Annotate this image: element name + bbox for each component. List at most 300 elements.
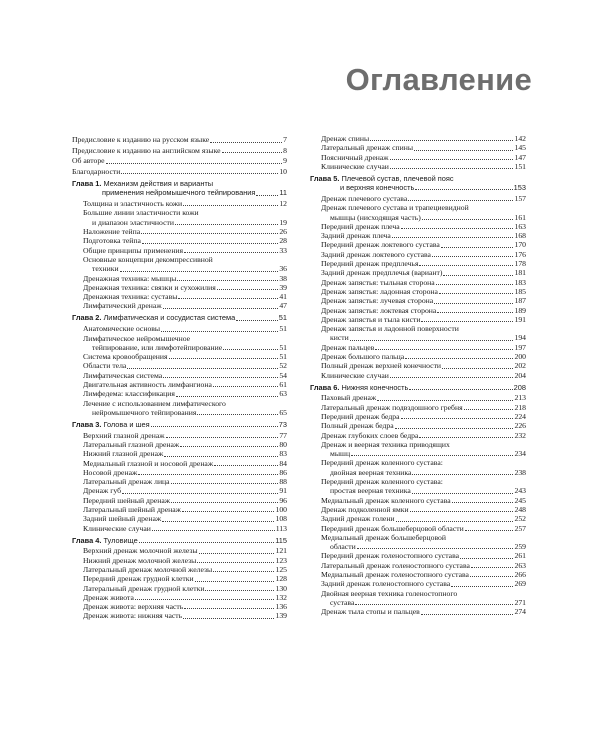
- toc-entry-text: Верхний глазной дренаж: [83, 430, 165, 440]
- toc-entry-line: [83, 468, 287, 477]
- toc-entry-text: сустава: [330, 597, 355, 607]
- dot-leader: [465, 530, 514, 531]
- toc-section-entry: [310, 561, 526, 570]
- toc-entry-text: Клинические случаи: [321, 370, 389, 380]
- dot-leader: [375, 349, 513, 350]
- page-number: 224: [514, 411, 526, 421]
- toc-entry-line: [83, 524, 287, 533]
- toc-section-entry: [72, 468, 287, 477]
- page-number: 33: [279, 245, 287, 255]
- toc-entry-line: [83, 292, 287, 301]
- dot-leader: [127, 368, 278, 369]
- toc-entry-continuation: [83, 343, 287, 352]
- toc-section-entry: [310, 343, 526, 352]
- toc-section-entry: [310, 551, 526, 560]
- page-number: 168: [514, 231, 526, 241]
- toc-entry-text: Задний дренаж голеностопного сустава: [321, 579, 451, 589]
- toc-section-entry: [310, 403, 526, 412]
- dot-leader: [432, 256, 513, 257]
- toc-entry-text: Дренаж запястья: локтевая сторона: [321, 305, 437, 315]
- toc-entry-text: Лечение с использованием лимфатического: [83, 398, 226, 408]
- toc-entry-text: техники: [92, 264, 119, 274]
- toc-entry-text: Толщина и эластичность кожи: [83, 199, 183, 209]
- dot-leader: [419, 265, 513, 266]
- toc-section-entry: [310, 324, 526, 343]
- dot-leader: [151, 426, 278, 427]
- toc-section-entry: [72, 477, 287, 486]
- page-number: 115: [275, 535, 287, 545]
- page-number: 28: [279, 236, 287, 246]
- toc-entry-line: [72, 536, 287, 545]
- dot-leader: [142, 243, 278, 244]
- toc-entry-line: [340, 183, 526, 192]
- page-number: 257: [514, 523, 526, 533]
- toc-entry-line: [83, 574, 287, 583]
- page-number: 181: [514, 268, 526, 278]
- dot-leader: [439, 293, 514, 294]
- dot-leader: [401, 228, 514, 229]
- dot-leader: [390, 159, 514, 160]
- toc-section-entry: [72, 283, 287, 292]
- toc-entry-line: [321, 352, 526, 361]
- toc-section-entry: [72, 334, 287, 353]
- toc-entry-text: Передний дренаж плеча: [321, 221, 400, 231]
- page-number: 234: [514, 449, 526, 459]
- toc-section-entry: [72, 361, 287, 370]
- page-number: 136: [275, 602, 287, 612]
- toc-section-entry: [310, 496, 526, 505]
- toc-right-column: [310, 134, 526, 617]
- toc-entry-text: Передний дренаж коленного сустава:: [321, 477, 443, 487]
- toc-entry-text: применения нейромышечного тейпирования: [102, 188, 256, 198]
- toc-entry-line: [92, 408, 287, 417]
- toc-entry-continuation: [321, 449, 526, 458]
- toc-entry-text: Передний дренаж локтевого сустава: [321, 240, 440, 250]
- toc-entry-text: Дренаж пальцев: [321, 342, 375, 352]
- toc-entry-text: Задний дренаж голени: [321, 514, 395, 524]
- page-number: 204: [514, 370, 526, 380]
- toc-entry-line: [83, 246, 287, 255]
- toc-section-entry: [310, 222, 526, 231]
- dot-leader: [415, 189, 512, 190]
- page-number: 51: [279, 352, 287, 362]
- toc-section-entry: [310, 393, 526, 402]
- page-number: 151: [514, 161, 526, 171]
- dot-leader: [183, 618, 274, 619]
- dot-leader: [256, 195, 278, 196]
- toc-entry-line: [83, 236, 287, 245]
- toc-entry-line: [321, 393, 526, 402]
- dot-leader: [184, 252, 278, 253]
- dot-leader: [106, 163, 283, 164]
- page-number: 197: [514, 342, 526, 352]
- page-number: 266: [514, 570, 526, 580]
- toc-entry-text: мышцы (нисходящая часть): [330, 212, 421, 222]
- dot-leader: [390, 168, 514, 169]
- toc-entry-line: [321, 231, 526, 240]
- dot-leader: [163, 308, 279, 309]
- toc-chapter-heading: [310, 383, 526, 392]
- page-number: 38: [279, 273, 287, 283]
- toc-entry-line: [83, 602, 287, 611]
- toc-entry-text: Глава 2. Лимфатическая и сосудистая система: [72, 313, 236, 323]
- toc-entry-line: [330, 542, 526, 551]
- dot-leader: [161, 331, 278, 332]
- toc-section-entry: [72, 246, 287, 255]
- toc-front-entry: [72, 167, 287, 176]
- toc-entry-text: Дренажная техника: мышцы: [83, 273, 177, 283]
- toc-section-entry: [72, 227, 287, 236]
- toc-entry-text: Дренаж спины: [321, 134, 370, 143]
- page-number: 84: [279, 458, 287, 468]
- toc-entry-line: [330, 598, 526, 607]
- toc-entry-line: [83, 380, 287, 389]
- toc-entry-line: [72, 135, 287, 144]
- toc-section-entry: [310, 287, 526, 296]
- toc-section-entry: [72, 371, 287, 380]
- chapter-label: Глава 2.: [72, 313, 102, 323]
- toc-entry-text: простая веерная техника: [330, 486, 411, 496]
- toc-entry-text: Клинические случаи: [321, 161, 389, 171]
- toc-entry-text: Полный дренаж бедра: [321, 421, 394, 431]
- toc-entry-line: [72, 146, 287, 155]
- toc-section-entry: [72, 556, 287, 565]
- toc-section-entry: [310, 477, 526, 496]
- dot-leader: [419, 437, 513, 438]
- dot-leader: [390, 377, 514, 378]
- toc-entry-line: [330, 213, 526, 222]
- toc-section-entry: [310, 315, 526, 324]
- toc-section-entry: [310, 352, 526, 361]
- toc-entry-text: Клинические случаи: [83, 523, 151, 533]
- dot-leader: [357, 548, 514, 549]
- toc-entry-line: [321, 607, 526, 616]
- page-number: 261: [514, 551, 526, 561]
- toc-section-entry: [72, 352, 287, 361]
- toc-entry-line: [321, 222, 526, 231]
- chapter-label: Глава 4.: [72, 535, 102, 545]
- toc-entry-line: [321, 579, 526, 588]
- toc-entry-text: области: [330, 542, 356, 552]
- toc-section-entry: [72, 236, 287, 245]
- dot-leader: [163, 377, 278, 378]
- toc-entry-continuation: [83, 218, 287, 227]
- toc-section-entry: [72, 611, 287, 620]
- page-number: 274: [514, 607, 526, 617]
- dot-leader: [460, 558, 513, 559]
- toc-entry-line: [92, 264, 287, 273]
- toc-section-entry: [72, 496, 287, 505]
- toc-section-entry: [310, 153, 526, 162]
- toc-entry-text: Лимфедема: классификация: [83, 389, 175, 399]
- toc-entry-text: Двойная веерная техника голеностопного: [321, 588, 458, 598]
- dot-leader: [370, 140, 513, 141]
- page-number: 153: [513, 183, 526, 193]
- toc-entry-text: Подготовка тейпа: [83, 236, 141, 246]
- toc-entry-text: Области тела: [83, 361, 127, 371]
- toc-section-entry: [72, 324, 287, 333]
- toc-entry-text: Передний дренаж бедра: [321, 411, 400, 421]
- toc-front-entry: [72, 135, 287, 144]
- toc-entry-line: [83, 611, 287, 620]
- dot-leader: [401, 418, 514, 419]
- toc-entry-continuation: [321, 542, 526, 551]
- toc-entry-text: Дренаж подколенной ямки: [321, 504, 409, 514]
- page-number: 96: [279, 495, 287, 505]
- toc-section-entry: [72, 389, 287, 398]
- page-number: 269: [514, 579, 526, 589]
- dot-leader: [222, 152, 283, 153]
- toc-entry-line: [330, 486, 526, 495]
- toc-section-entry: [310, 579, 526, 588]
- dot-leader: [412, 474, 513, 475]
- toc-entry-text: Двигательная активность лимфангиона: [83, 379, 212, 389]
- toc-entry-line: [321, 194, 526, 203]
- dot-leader: [452, 502, 514, 503]
- page-number: 88: [279, 477, 287, 487]
- dot-leader: [422, 219, 514, 220]
- dot-leader: [223, 349, 278, 350]
- toc-entry-text: Дренаж глубоких слоев бедра: [321, 430, 419, 440]
- page-number: 108: [275, 514, 287, 524]
- toc-section-entry: [72, 546, 287, 555]
- toc-entry-text: Лимфатическое нейромышечное: [83, 333, 191, 343]
- page-number: 54: [279, 370, 287, 380]
- toc-entry-line: [83, 449, 287, 458]
- toc-section-entry: [310, 203, 526, 222]
- toc-entry-line: [321, 162, 526, 171]
- toc-chapter-heading: [72, 179, 287, 198]
- toc-entry-text: Об авторе: [72, 156, 105, 166]
- dot-leader: [175, 224, 278, 225]
- toc-entry-text: Латеральный дренаж лица: [83, 477, 170, 487]
- toc-section-entry: [310, 514, 526, 523]
- dot-leader: [405, 358, 513, 359]
- dot-leader: [408, 200, 513, 201]
- dot-leader: [135, 599, 275, 600]
- toc-entry-text: Задний дренаж локтевого сустава: [321, 249, 431, 259]
- toc-entry-text: Дренаж запястья: ладонная сторона: [321, 286, 438, 296]
- dot-leader: [213, 386, 278, 387]
- dot-leader: [351, 455, 513, 456]
- page-number: 51: [279, 324, 287, 334]
- toc-entry-continuation: [321, 468, 526, 477]
- toc-entry-text: Дренаж плечевого сустава и трапециевидной: [321, 203, 469, 213]
- page-title: Оглавление: [345, 62, 532, 97]
- toc-section-entry: [310, 533, 526, 552]
- toc-entry-line: [321, 505, 526, 514]
- toc-entry-line: [321, 421, 526, 430]
- toc-chapter-heading: [72, 313, 287, 322]
- toc-entry-continuation: [83, 264, 287, 273]
- toc-section-entry: [310, 259, 526, 268]
- dot-leader: [470, 576, 514, 577]
- dot-leader: [451, 586, 513, 587]
- page-number: 61: [279, 379, 287, 389]
- toc-section-entry: [72, 574, 287, 583]
- dot-leader: [464, 409, 514, 410]
- toc-entry-text: Большие линии эластичности кожи: [83, 208, 199, 218]
- toc-entry-line: [321, 561, 526, 570]
- page-number: 185: [514, 286, 526, 296]
- toc-entry-line: [83, 546, 287, 555]
- toc-entry-text: Общие принципы применения: [83, 245, 184, 255]
- page-number: 51: [278, 313, 287, 323]
- toc-entry-text: Основные концепции декомпрессивной: [83, 254, 213, 264]
- dot-leader: [392, 237, 514, 238]
- page-number: 80: [279, 439, 287, 449]
- dot-leader: [214, 465, 278, 466]
- page-number: 128: [275, 574, 287, 584]
- page-number: 83: [279, 449, 287, 459]
- dot-leader: [355, 604, 513, 605]
- dot-leader: [184, 608, 274, 609]
- dot-leader: [139, 542, 274, 543]
- page-number: 7: [283, 135, 287, 145]
- toc-entry-text: и верхняя конечность: [340, 183, 415, 193]
- toc-section-entry: [72, 524, 287, 533]
- toc-entry-line: [83, 486, 287, 495]
- toc-entry-line: [83, 496, 287, 505]
- page-number: 200: [514, 352, 526, 362]
- dot-leader: [120, 271, 279, 272]
- chapter-label: Глава 1.: [72, 178, 102, 188]
- toc-entry-line: [83, 301, 287, 310]
- toc-entry-text: Нижний дренаж молочной железы: [83, 555, 197, 565]
- toc-section-entry: [310, 278, 526, 287]
- toc-entry-text: Анатомические основы: [83, 324, 161, 334]
- toc-section-entry: [310, 431, 526, 440]
- toc-entry-text: Медиальный глазной и носовой дренаж: [83, 458, 214, 468]
- toc-section-entry: [72, 514, 287, 523]
- toc-entry-line: [83, 593, 287, 602]
- page-number: 26: [279, 227, 287, 237]
- page-number: 113: [275, 523, 287, 533]
- toc-entry-text: Носовой дренаж: [83, 467, 138, 477]
- toc-entry-text: Латеральный дренаж молочной железы: [83, 565, 213, 574]
- toc-entry-line: [72, 420, 287, 429]
- dot-leader: [414, 150, 513, 151]
- page-number: 238: [514, 467, 526, 477]
- toc-left-column: [72, 134, 287, 621]
- toc-entry-text: Дренаж запястья: тыльная сторона: [321, 277, 435, 287]
- toc-chapter-heading: [72, 536, 287, 545]
- page-number: 121: [275, 546, 287, 556]
- toc-entry-text: Система кровообращения: [83, 352, 168, 362]
- toc-front-entry: [72, 146, 287, 155]
- dot-leader: [141, 233, 278, 234]
- dot-leader: [410, 511, 514, 512]
- dot-leader: [350, 340, 514, 341]
- toc-entry-line: [92, 218, 287, 227]
- toc-section-entry: [310, 589, 526, 608]
- toc-entry-line: [330, 333, 526, 342]
- toc-section-entry: [72, 199, 287, 208]
- toc-entry-text: Дренаж живота: верхняя часть: [83, 602, 184, 612]
- page-number: 202: [514, 361, 526, 371]
- toc-section-entry: [310, 143, 526, 152]
- toc-entry-text: тейпирование, или лимфотейпирование: [92, 342, 223, 352]
- toc-section-entry: [72, 486, 287, 495]
- toc-entry-line: [321, 315, 526, 324]
- dot-leader: [164, 456, 278, 457]
- page-number: 189: [514, 305, 526, 315]
- dot-leader: [152, 530, 275, 531]
- dot-leader: [437, 312, 513, 313]
- page-number: 194: [514, 333, 526, 343]
- toc-entry-text: Передний шейный дренаж: [83, 495, 171, 505]
- toc-section-entry: [72, 255, 287, 274]
- toc-section-entry: [310, 440, 526, 459]
- page-number: 11: [279, 188, 287, 198]
- toc-section-entry: [310, 505, 526, 514]
- toc-entry-line: [72, 313, 287, 322]
- toc-entry-line: [330, 449, 526, 458]
- toc-entry-text: Дренажная техника: связки и сухожилия: [83, 282, 216, 292]
- toc-section-entry: [72, 602, 287, 611]
- page-number: 10: [279, 167, 287, 177]
- toc-entry-line: [321, 268, 526, 277]
- dot-leader: [169, 358, 279, 359]
- toc-entry-text: Дренаж живота: [83, 592, 134, 602]
- toc-entry-text: двойная веерная техника: [330, 467, 412, 477]
- dot-leader: [195, 581, 275, 582]
- toc-entry-text: Дренаж большого пальца: [321, 352, 405, 362]
- toc-entry-line: [321, 570, 526, 579]
- dot-leader: [434, 303, 513, 304]
- dot-leader: [177, 280, 278, 281]
- toc-entry-line: [92, 343, 287, 352]
- dot-leader: [171, 483, 279, 484]
- toc-section-entry: [310, 421, 526, 430]
- toc-entry-line: [83, 556, 287, 565]
- toc-entry-text: Дренаж плечевого сустава: [321, 193, 408, 203]
- toc-section-entry: [310, 524, 526, 533]
- dot-leader: [217, 289, 279, 290]
- toc-entry-line: [321, 278, 526, 287]
- page-number: 183: [514, 277, 526, 287]
- page-number: 170: [514, 240, 526, 250]
- toc-section-entry: [310, 361, 526, 370]
- toc-entry-line: [321, 412, 526, 421]
- toc-section-entry: [310, 231, 526, 240]
- page-number: 8: [283, 145, 287, 155]
- dot-leader: [436, 284, 514, 285]
- toc-entry-text: Глава 4. Туловище: [72, 535, 138, 545]
- toc-front-entry: [72, 156, 287, 165]
- dot-leader: [395, 428, 514, 429]
- toc-entry-text: Медиальный дренаж большеберцовой: [321, 532, 447, 542]
- toc-section-entry: [310, 570, 526, 579]
- dot-leader: [182, 511, 275, 512]
- toc-entry-line: [83, 361, 287, 370]
- toc-section-entry: [72, 505, 287, 514]
- page-number: 145: [514, 143, 526, 153]
- toc-entry-text: Латеральный дренаж голеностопного сустава: [321, 560, 470, 570]
- toc-section-entry: [72, 431, 287, 440]
- toc-entry-line: [83, 371, 287, 380]
- toc-entry-line: [72, 156, 287, 165]
- toc-entry-line: [321, 250, 526, 259]
- toc-entry-text: Латеральный глазной дренаж: [83, 439, 180, 449]
- toc-entry-continuation: [83, 408, 287, 417]
- page-number: 243: [514, 486, 526, 496]
- dot-leader: [138, 474, 278, 475]
- toc-section-entry: [72, 593, 287, 602]
- toc-entry-line: [83, 283, 287, 292]
- chapter-label: Глава 6.: [310, 382, 340, 392]
- toc-entry-text: Дренажная техника: суставы: [83, 292, 178, 302]
